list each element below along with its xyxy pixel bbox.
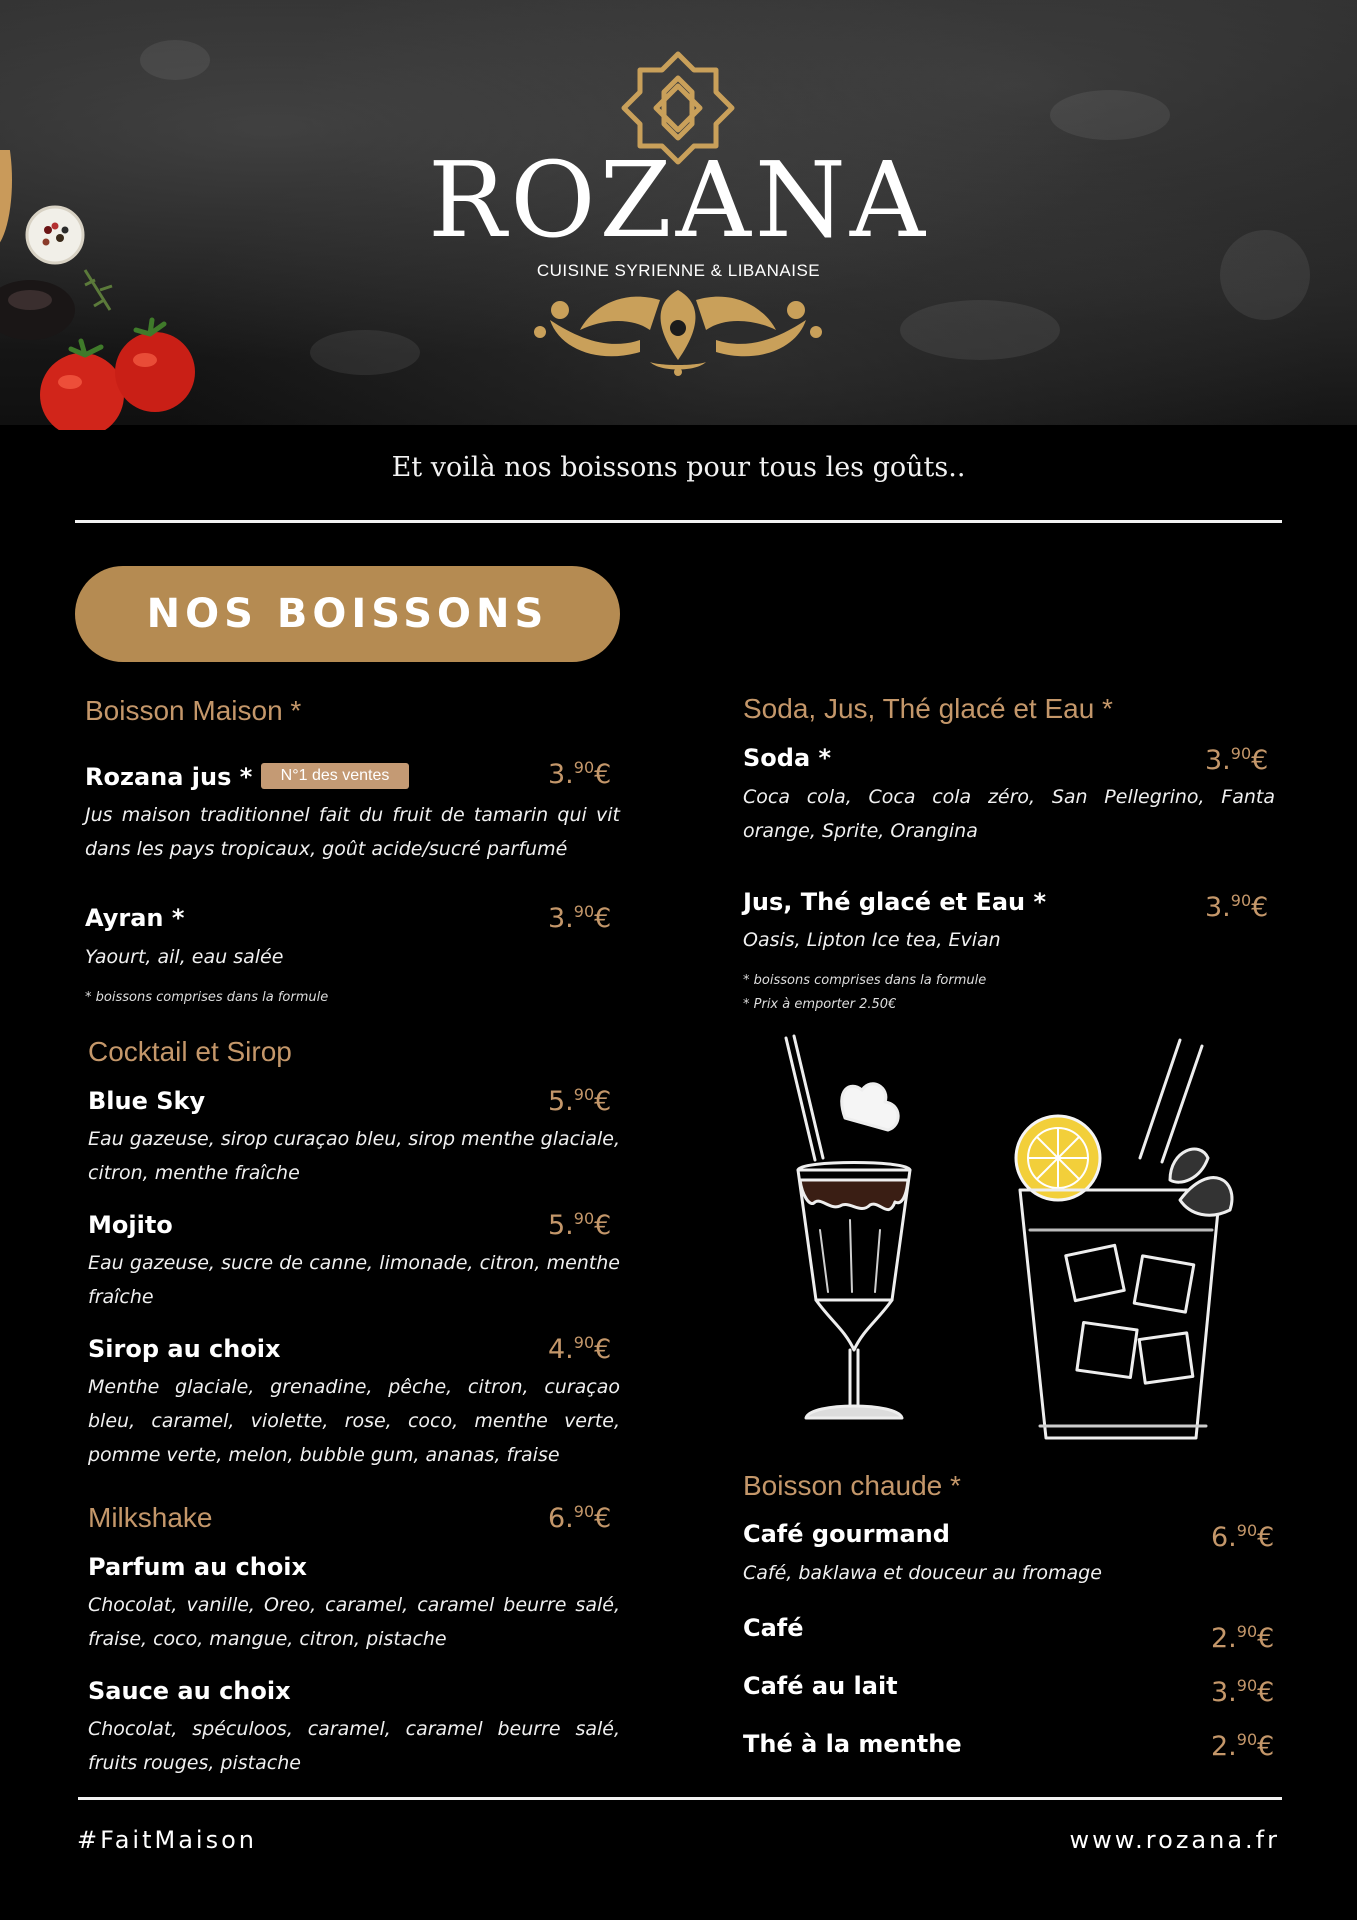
item-description: Café, baklawa et douceur au fromage xyxy=(743,1562,1102,1584)
item-price: 6.90€ xyxy=(548,1502,612,1534)
item-description: Eau gazeuse, sirop curaçao bleu, sirop menthe glaciale, citron, menthe fraîche xyxy=(88,1128,620,1184)
item-price: 6.90€ xyxy=(1211,1521,1275,1553)
item-description: Chocolat, spéculoos, caramel, caramel beurre salé, fruits rouges, pistache xyxy=(88,1718,620,1774)
item-price: 3.90€ xyxy=(548,758,612,790)
item-name: Mojito xyxy=(88,1211,173,1239)
item-price: 3.90€ xyxy=(1205,891,1269,923)
formula-note: * boissons comprises dans la formule xyxy=(743,973,987,988)
takeaway-note: * Prix à emporter 2.50€ xyxy=(743,997,897,1012)
section-title-maison: Boisson Maison * xyxy=(85,695,302,726)
item-price: 5.90€ xyxy=(548,1085,612,1117)
intro-text: Et voilà nos boissons pour tous les goûts.. xyxy=(391,452,966,483)
item-description: Chocolat, vanille, Oreo, caramel, caramel beurre salé, fraise, coco, mangue, citron, pistache xyxy=(88,1594,620,1650)
section-title-soda: Soda, Jus, Thé glacé et Eau * xyxy=(743,693,1113,724)
item-name: Blue Sky xyxy=(88,1087,206,1115)
ornament-icon xyxy=(520,280,836,376)
header-banner xyxy=(0,0,1357,425)
item-name: Rozana jus * xyxy=(85,763,253,791)
brand-tagline: CUISINE SYRIENNE & LIBANAISE xyxy=(536,261,821,280)
item-name: Soda * xyxy=(743,744,832,772)
website-link[interactable]: www.rozana.fr xyxy=(1069,1826,1280,1854)
formula-note: * boissons comprises dans la formule xyxy=(85,990,329,1005)
item-price: 2.90€ xyxy=(1211,1622,1275,1654)
divider xyxy=(75,520,1282,523)
item-description: Oasis, Lipton Ice tea, Evian xyxy=(743,929,1001,951)
item-price: 3.90€ xyxy=(1205,744,1269,776)
section-banner xyxy=(75,566,620,662)
item-price: 3.90€ xyxy=(1211,1676,1275,1708)
item-name: Thé à la menthe xyxy=(743,1730,962,1758)
item-name: Ayran * xyxy=(85,904,185,932)
bestseller-badge: N°1 des ventes xyxy=(261,763,409,789)
footer-divider xyxy=(78,1797,1282,1800)
item-name: Jus, Thé glacé et Eau * xyxy=(743,888,1047,916)
drinks-illustration-icon xyxy=(740,1030,1280,1450)
item-description: Jus maison traditionnel fait du fruit de tamarin qui vit dans les pays tropicaux, goût acide/sucré parfumé xyxy=(85,804,620,860)
section-title-milkshake: Milkshake xyxy=(88,1502,213,1533)
item-price: 5.90€ xyxy=(548,1209,612,1241)
item-name: Café xyxy=(743,1614,804,1642)
section-title-chaude: Boisson chaude * xyxy=(743,1470,961,1501)
section-title-cocktail: Cocktail et Sirop xyxy=(88,1036,292,1067)
item-description: Yaourt, ail, eau salée xyxy=(85,946,284,968)
item-description: Eau gazeuse, sucre de canne, limonade, citron, menthe fraîche xyxy=(88,1252,620,1308)
item-description: Menthe glaciale, grenadine, pêche, citron, curaçao bleu, caramel, violette, rose, coco, menthe verte, pomme verte, melon, bubble gum, ananas, fraise xyxy=(88,1376,620,1466)
item-name: Café gourmand xyxy=(743,1520,950,1548)
item-name: Sauce au choix xyxy=(88,1677,291,1705)
brand-name: ROZANA xyxy=(427,139,930,261)
item-price: 4.90€ xyxy=(548,1333,612,1365)
item-name: Café au lait xyxy=(743,1672,898,1700)
item-price: 2.90€ xyxy=(1211,1730,1275,1762)
footer-hashtag: #FaitMaison xyxy=(77,1826,257,1854)
item-price: 3.90€ xyxy=(548,902,612,934)
banner-label: NOS BOISSONS xyxy=(146,591,549,637)
item-name: Sirop au choix xyxy=(88,1335,281,1363)
item-description: Coca cola, Coca cola zéro, San Pellegrino, Fanta orange, Sprite, Orangina xyxy=(743,786,1275,842)
item-name: Parfum au choix xyxy=(88,1553,308,1581)
